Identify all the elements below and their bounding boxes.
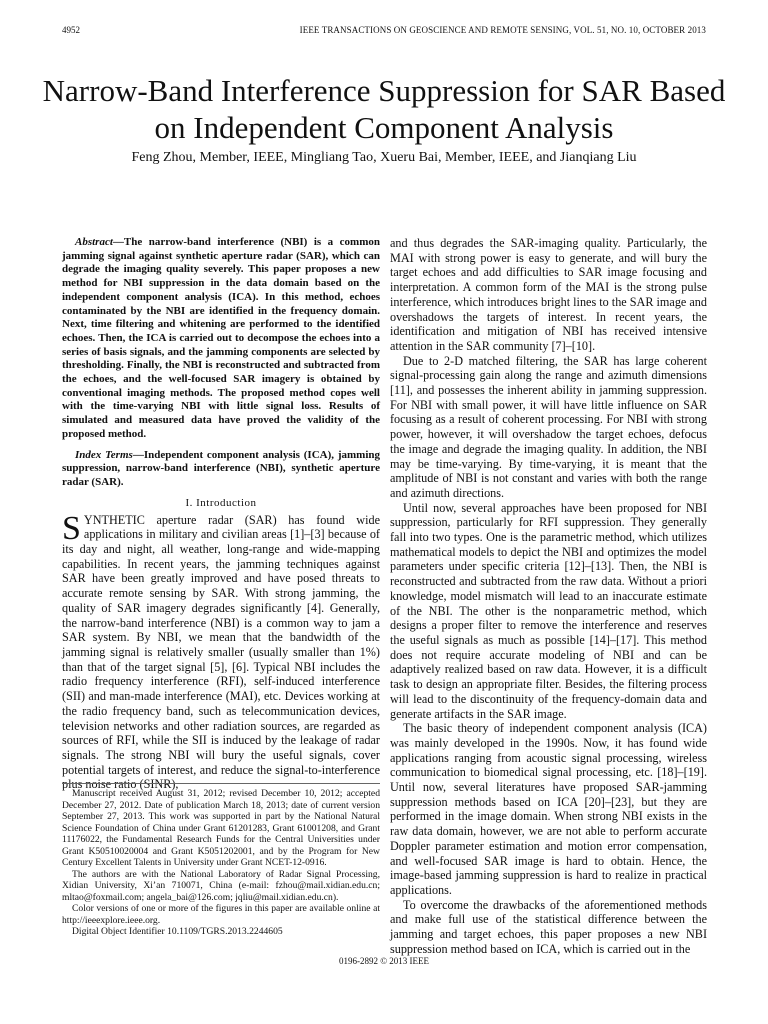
right-paragraph-1: and thus degrades the SAR-imaging quality. Particularly, the MAI with strong power is easy to generate, and will bury the target echoes and add difficulties to SAR image focusing and interpretation. A common form of the MAI is the strong pulse interference, which introduces bright lines to the SAR image and overshadows the targets of interest. In recent years, the identification and mitigation of NBI has received intensive attention in the SAR community [7]–[10]. bbox=[390, 236, 707, 353]
left-column bbox=[62, 236, 380, 792]
right-column bbox=[390, 236, 707, 956]
page-number: 4952 bbox=[62, 25, 80, 35]
index-terms: Index Terms—Independent component analysis (ICA), jamming suppression, narrow-band interference (NBI), synthetic aperture radar (SAR). bbox=[62, 448, 380, 488]
copyright-footer: 0196-2892 © 2013 IEEE bbox=[338, 956, 430, 966]
index-terms-text: Independent component analysis (ICA), jamming suppression, narrow-band interference (NBI), synthetic aperture radar (SAR). bbox=[62, 448, 380, 488]
right-paragraph-2: Due to 2-D matched filtering, the SAR has large coherent signal-processing gain along the range and azimuth dimensions [11], and possesses the inherent ability in jamming suppression. For NBI with small power, it will have little influence on SAR focusing as a result of coherent processing. For NBI with strong power, however, it will overshadow the target echoes, defocus the image and degrade the imaging quality. In addition, the NBI may be time-varying. By time-varying, it is meant that the amplitude of NBI is not constant and varies with both the range and azimuth directions. bbox=[390, 353, 707, 500]
intro-paragraph-1 bbox=[62, 509, 380, 792]
abstract-text: The narrow-band interference (NBI) is a common jamming signal against synthetic aperture radar (SAR), which can degrade the imaging quality severely. This paper proposes a new method for NBI suppression in the data domain based on the independent component analysis (ICA). In this method, echoes contaminated by the NBI are identified in the frequency domain. Next, time filtering and whitening are performed to the identified echoes. Then, the ICA is carried out to decompose the echoes into a series of basis signals, and the jamming components are selected by thresholding. Finally, the NBI is reconstructed and subtracted from the echoes, and the well-focused SAR imagery is obtained by conventional imaging methods. The proposed method copes well with the time-varying NBI with little signal loss. Results of simulated and measured data have proved the validity of the proposed method. bbox=[62, 236, 380, 440]
paper-title: Narrow-Band Interference Suppression for SAR Based on Independent Component Analysis bbox=[42, 73, 726, 145]
right-paragraph-3: Until now, several approaches have been proposed for NBI suppression, particularly for RFI suppression. They generally fall into two types. One is the parametric method, which utilizes mathematical models to depict the NBI and optimizes the model parameters under specific criteria [12]–[13]. Then, the NBI is reconstructed and subtracted from the raw data. Without a priori knowledge, model mismatch will lead to an inaccurate estimate of the NBI. The other is the nonparametric method, which designs a proper filter to remove the interference and reserves the useful signals as much as possible [14]–[17]. This method does not require accurate modeling of NBI and can be adaptively realized based on raw data. However, it is a difficult task to design an appropriate filter. Besides, the filtering process will lead to the discontinuity of the frequency-domain data and generate artifacts in the SAR image. bbox=[390, 500, 707, 721]
footnote-affiliation: The authors are with the National Laboratory of Radar Signal Processing, Xidian University, Xi’an 710071, China (e-mail: fzhou@mail.xidian.edu.cn; mltao@foxmail.com; angela_bai@126.com; jqliu@mail.xidian.edu.cn). bbox=[62, 868, 380, 903]
running-header: IEEE TRANSACTIONS ON GEOSCIENCE AND REMOTE SENSING, VOL. 51, NO. 10, OCTOBER 2013 bbox=[299, 25, 706, 35]
abstract-label: Abstract bbox=[75, 236, 113, 248]
intro-text: YNTHETIC aperture radar (SAR) has found wide applications in military and civilian areas [1]–[3] because of its day and night, all weather, long-range and wide-mapping capabilities. In recent years, the jamming techniques against SAR have been greatly improved and have posed threats to accurate remote sensing by SAR. With strong jamming, the quality of SAR imagery degrades significantly [4]. Generally, the narrow-band interference (NBI) is a common way to jam a SAR system. By NBI, we mean that the bandwidth of the jamming signal is relatively smaller (usually smaller than 1%) than that of the target signal [5], [6]. Typical NBI includes the radio frequency interference (RFI), self-induced interference (SII) and man-made interference (MAI), etc. Devices working at the radio frequency band, such as telecommunication devices, television networks and other radiation sources, are regarded as sources of RFI, while the SII is induced by the leakage of radar signals. The strong NBI will bury the useful signals, cover potential targets of interest, and reduce the signal-to-interference plus noise ratio (SINR), bbox=[62, 512, 380, 792]
right-paragraph-5: To overcome the drawbacks of the aforementioned methods and make full use of the statistical difference between the jamming and target echoes, this paper proposes a new NBI suppression method based on ICA, which is carried out in the bbox=[390, 897, 707, 956]
footnote-color: Color versions of one or more of the figures in this paper are available online at http://ieeexplore.ieee.org. bbox=[62, 903, 380, 926]
right-paragraph-4: The basic theory of independent component analysis (ICA) was mainly developed in the 1990s. Now, it has found wide applications ranging from acoustic signal processing, wireless communication to biomedical signal processing, etc. [18]–[19]. Until now, several literatures have proposed SAR-jamming suppression methods based on ICA [20]–[23], but they are performed in the image domain. When strong NBI exists in the raw data domain, however, we are not able to perform accurate Doppler parameter estimation and motion error compensation, and well-focused SAR image is hard to obtain. Hence, the image-based jamming suppression is hard to realize in practical applications. bbox=[390, 721, 707, 897]
author-list: Feng Zhou, Member, IEEE, Mingliang Tao, Xueru Bai, Member, IEEE, and Jianqiang Liu bbox=[131, 150, 637, 165]
footnote-doi: Digital Object Identifier 10.1109/TGRS.2013.2244605 bbox=[72, 926, 283, 937]
section-heading-introduction: I. Introduction bbox=[185, 496, 257, 509]
index-terms-label: Index Terms bbox=[75, 448, 133, 461]
abstract: Abstract—The narrow-band interference (NBI) is a common jamming signal against synthetic aperture radar (SAR), which can degrade the imaging quality severely. This paper proposes a new method for NBI suppression in the data domain based on the independent component analysis (ICA). In this method, echoes contaminated by the NBI are identified in the frequency domain. Next, time filtering and whitening are performed to the identified echoes. Then, the ICA is carried out to decompose the echoes into a series of basis signals, and the jamming components are selected by thresholding. Finally, the NBI is reconstructed and subtracted from the echoes, and the well-focused SAR imagery is obtained by conventional imaging methods. The proposed method copes well with the time-varying NBI with little signal loss. Results of simulated and measured data have proved the validity of the proposed method. bbox=[62, 236, 380, 440]
footnote bbox=[62, 783, 380, 938]
drop-cap: S bbox=[62, 509, 81, 547]
footnote-manuscript: Manuscript received August 31, 2012; revised December 10, 2012; accepted December 27, 2012. Date of publication March 18, 2013; date of current version September 27, 2013. This work was supported in part by the National Natural Science Foundation of China under Grant 61201283, Grant 61001208, and Grant 11176022, the Fundamental Research Funds for the Central Universities under Grant K50510020004 and Grant K5051202001, and by the Program for New Century Excellent Talents in University under Grant NCET-12-0916. bbox=[62, 788, 380, 868]
